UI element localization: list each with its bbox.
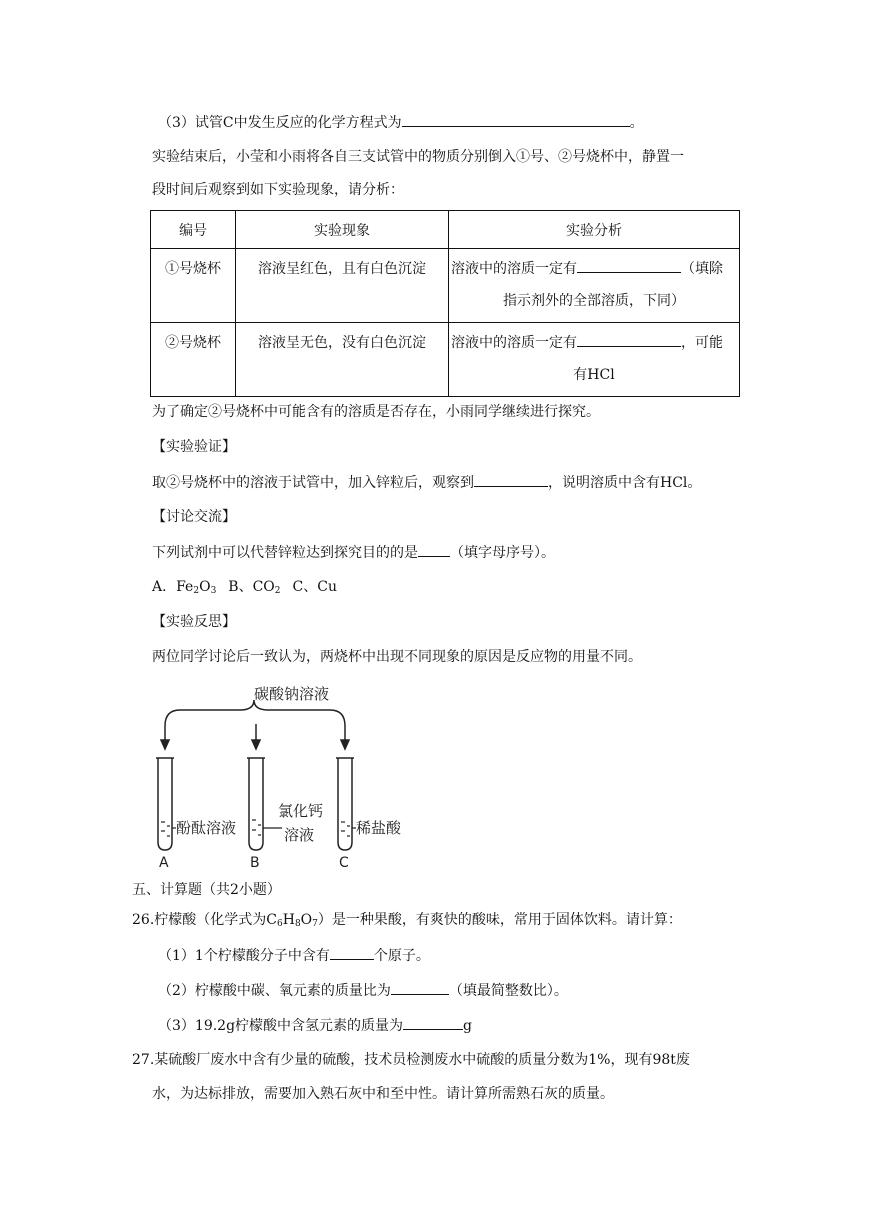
tube-b [249,758,263,850]
question-27-line-2: 水，为达标排放，需要加入熟石灰中和至中性。请计算所需熟石灰的质量。 [152,1086,614,1102]
header-id: 编号 [151,211,236,249]
tube-c-label: 稀盐酸 [356,819,402,837]
discuss-heading: 【讨论交流】 [152,509,236,525]
header-phenomenon: 实验现象 [236,211,449,249]
tube-a-label: 酚酞溶液 [176,819,237,837]
after-table-text: 为了确定②号烧杯中可能含有的溶质是否存在，小雨同学继续进行探究。 [152,404,600,420]
section-5-title: 五、计算题（共2小题） [132,882,281,898]
question-26-part-1: （1）1个柠檬酸分子中含有 个原子。 [158,945,430,966]
arrows [161,724,349,749]
atom-count-blank[interactable] [330,945,374,960]
diagram-top-label: 碳酸钠溶液 [254,685,330,703]
mass-ratio-blank[interactable] [391,980,449,995]
question-3-text: （3）试管C中发生反应的化学方程式为 [158,115,402,131]
row1-phenomenon: 溶液呈红色，且有白色沉淀 [236,249,449,323]
question-3-line: （3）试管C中发生反应的化学方程式为 。 [158,112,644,133]
tube-a-letter: A [159,855,169,871]
tube-b-label-2: 溶液 [284,826,315,844]
experiment-table [150,210,740,397]
hydrogen-mass-blank[interactable] [403,1015,463,1030]
tube-b-label-1: 氯化钙 [278,802,324,820]
row2-id: ②号烧杯 [151,323,236,397]
verify-observation-blank[interactable] [474,472,548,487]
equation-answer-blank[interactable] [402,112,630,127]
row1-solute-blank[interactable] [577,258,681,273]
verify-heading: 【实验验证】 [152,439,236,455]
row1-analysis: 溶液中的溶质一定有 （填除 指示剂外的全部溶质，下同） [449,249,740,323]
row2-analysis: 溶液中的溶质一定有 ，可能 有HCl [449,323,740,397]
row2-phenomenon: 溶液呈无色，没有白色沉淀 [236,323,449,397]
tube-b-letter: B [250,855,260,871]
reflect-heading: 【实验反思】 [152,614,236,630]
intro-line-1: 实验结束后，小莹和小雨将各自三支试管中的物质分别倒入①号、②号烧杯中，静置一 [152,149,684,165]
discuss-answer-blank[interactable] [418,542,450,557]
table-row [151,323,740,397]
reflect-text: 两位同学讨论后一致认为，两烧杯中出现不同现象的原因是反应物的用量不同。 [152,649,642,665]
arrow-b-head [252,740,260,749]
verify-line: 取②号烧杯中的溶液于试管中，加入锌粒后，观察到 ，说明溶质中含有HCl。 [152,472,701,493]
question-26-intro: 26.柠檬酸（化学式为$C_6H_8O_7$）是一种果酸，有爽快的酸味，常用于固体饮料。请计算： [132,912,682,929]
arrow-a-head [161,740,169,749]
discuss-line: 下列试剂中可以代替锌粒达到探究目的的是 （填字母序号）。 [152,542,555,563]
row1-id: ①号烧杯 [151,249,236,323]
intro-line-2: 段时间后观察到如下实验现象，请分析： [152,182,404,198]
brace [165,700,345,726]
question-27-line-1: 27.某硫酸厂废水中含有少量的硫酸，技术员检测废水中硫酸的质量分数为1%，现有98t废 [132,1052,690,1068]
question-26-part-2: （2）柠檬酸中碳、氧元素的质量比为 （填最简整数比）。 [158,980,568,1001]
row2-solute-blank[interactable] [577,332,681,347]
table-row [151,249,740,323]
question-26-part-3: （3）19.2g柠檬酸中含氢元素的质量为 g [158,1015,472,1036]
header-analysis: 实验分析 [449,211,740,249]
discuss-options: A．$Fe_2O_3$ B、$CO_2$ C、Cu [152,579,337,596]
arrow-c-head [341,740,349,749]
tube-c-letter: C [339,855,349,871]
test-tube-diagram [150,682,420,872]
table-header-row [151,211,740,249]
